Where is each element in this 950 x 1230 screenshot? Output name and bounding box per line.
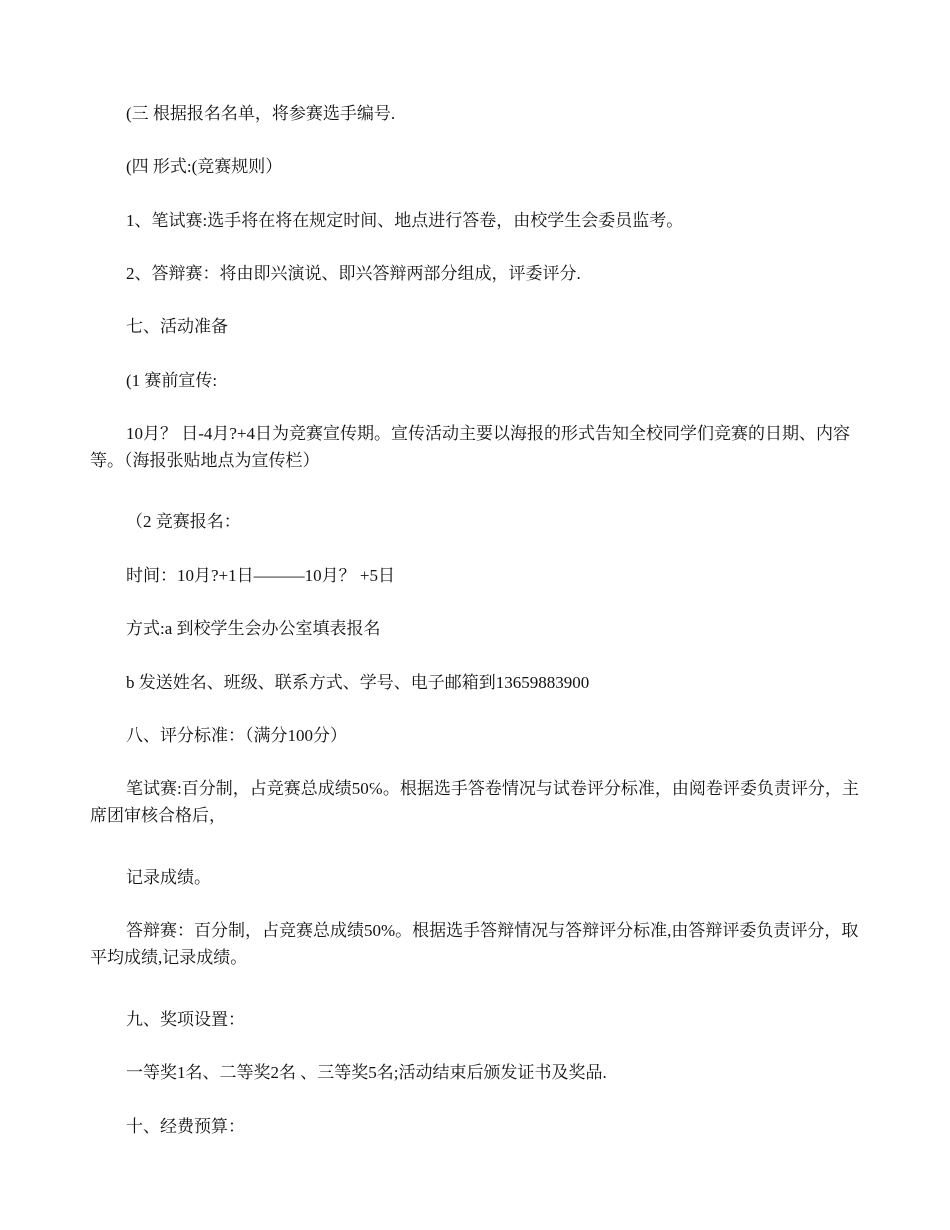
paragraph-debate-scoring: 答辩赛：百分制，占竞赛总成绩50%。根据选手答辩情况与答辩评分标准,由答辩评委负责评分，取平均成绩,记录成绩。 — [90, 921, 859, 967]
paragraph-registration-heading: （2 竞赛报名： — [126, 512, 241, 531]
paragraph-written-exam: 1、笔试赛:选手将在将在规定时间、地点进行答卷，由校学生会委员监考。 — [126, 211, 684, 230]
heading-activity-prep: 七、活动准备 — [126, 317, 228, 336]
paragraph-debate: 2、答辩赛：将由即兴演说、即兴答辩两部分组成，评委评分. — [126, 264, 581, 283]
paragraph-registration-method-b: b 发送姓名、班级、联系方式、学号、电子邮箱到13659883900 — [126, 673, 590, 692]
heading-awards: 九、奖项设置： — [126, 1010, 245, 1029]
paragraph-registration-time: 时间：10月?+1日———10月？ +5日 — [126, 566, 395, 585]
paragraph-format: (四 形式:(竞赛规则） — [126, 157, 283, 176]
paragraph-promotion-heading: (1 赛前宣传: — [126, 371, 218, 390]
heading-scoring: 八、评分标准：（满分100分） — [126, 726, 347, 745]
paragraph-registration-method-a: 方式:a 到校学生会办公室填表报名 — [126, 619, 381, 638]
paragraph-record-scores: 记录成绩。 — [126, 868, 211, 887]
paragraph-written-scoring: 笔试赛:百分制，占竞赛总成绩50℅。根据选手答卷情况与试卷评分标准，由阅卷评委负责评分，主席团审核合格后， — [90, 779, 859, 825]
paragraph-awards: 一等奖1名、二等奖2名 、三等奖5名;活动结束后颁发证书及奖品. — [126, 1063, 607, 1082]
heading-budget: 十、经费预算： — [126, 1117, 245, 1136]
paragraph-numbering: (三 根据报名名单，将参赛选手编号. — [126, 104, 396, 123]
paragraph-promotion-body: 10月？ 日-4月?+4日为竞赛宣传期。宣传活动主要以海报的形式告知全校同学们竞赛的日期、内容等。（海报张贴地点为宣传栏） — [90, 424, 851, 470]
